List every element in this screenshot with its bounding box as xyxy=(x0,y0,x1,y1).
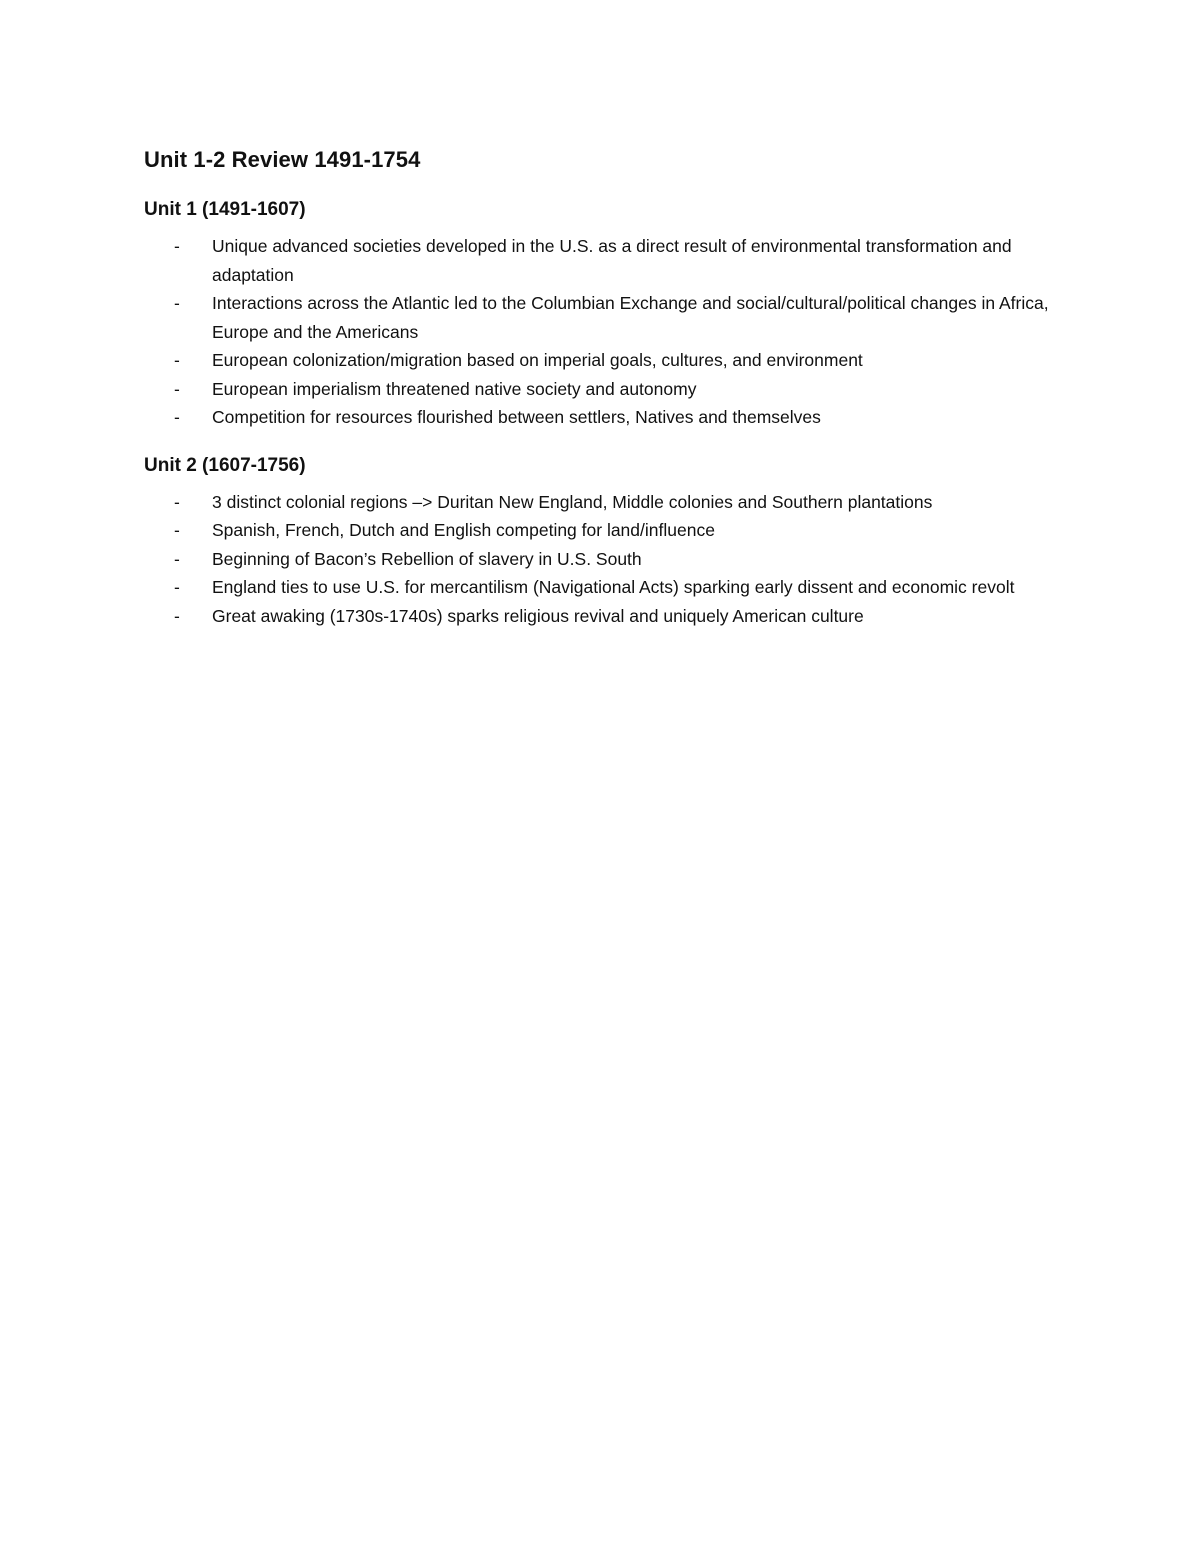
list-item-text: European imperialism threatened native society and autonomy xyxy=(212,378,697,399)
bullet-dash: - xyxy=(174,236,180,256)
list-item xyxy=(144,516,1064,545)
bullet-dash: - xyxy=(174,407,180,427)
bullet-list xyxy=(144,232,1064,432)
document-body xyxy=(144,140,1064,646)
bullet-dash: - xyxy=(174,520,180,540)
list-item-text: Competition for resources flourished between settlers, Natives and themselves xyxy=(212,407,821,427)
section-unit-1 xyxy=(144,192,1064,432)
list-item xyxy=(144,403,1064,432)
section-heading: Unit 1 (1491-1607) xyxy=(144,199,306,220)
list-item xyxy=(144,289,1064,346)
list-item xyxy=(144,346,1064,375)
list-item xyxy=(144,602,1064,631)
list-item-text: England ties to use U.S. for mercantilism (Navigational Acts) sparking early dissent and economic revolt xyxy=(212,577,1015,597)
list-item-text: Great awaking (1730s-1740s) sparks religious revival and uniquely American culture xyxy=(212,605,864,626)
list-item-text: Interactions across the Atlantic led to the Columbian Exchange and social/cultural/political changes in Africa, Europe and the Americans xyxy=(212,293,1049,342)
list-item-text: Beginning of Bacon’s Rebellion of slavery in U.S. South xyxy=(212,548,642,569)
list-item xyxy=(144,232,1064,289)
list-item xyxy=(144,375,1064,404)
list-item xyxy=(144,573,1064,602)
list-item-text: Spanish, French, Dutch and English competing for land/influence xyxy=(212,520,715,540)
bullet-dash: - xyxy=(174,577,180,597)
bullet-dash: - xyxy=(174,378,180,399)
section-unit-2 xyxy=(144,448,1064,631)
section-heading: Unit 2 (1607-1756) xyxy=(144,454,306,476)
bullet-dash: - xyxy=(174,548,180,569)
bullet-dash: - xyxy=(174,605,180,626)
bullet-list xyxy=(144,488,1064,631)
list-item xyxy=(144,488,1064,517)
list-item-text: European colonization/migration based on imperial goals, cultures, and environment xyxy=(212,350,863,370)
document-title: Unit 1-2 Review 1491-1754 xyxy=(144,147,421,172)
bullet-dash: - xyxy=(174,350,180,370)
list-item-text: Unique advanced societies developed in the U.S. as a direct result of environmental transformation and adaptation xyxy=(212,236,1012,285)
list-item-text: 3 distinct colonial regions –> Duritan New England, Middle colonies and Southern plantations xyxy=(212,491,933,512)
bullet-dash: - xyxy=(174,293,180,313)
list-item xyxy=(144,545,1064,574)
bullet-dash: - xyxy=(174,491,180,512)
